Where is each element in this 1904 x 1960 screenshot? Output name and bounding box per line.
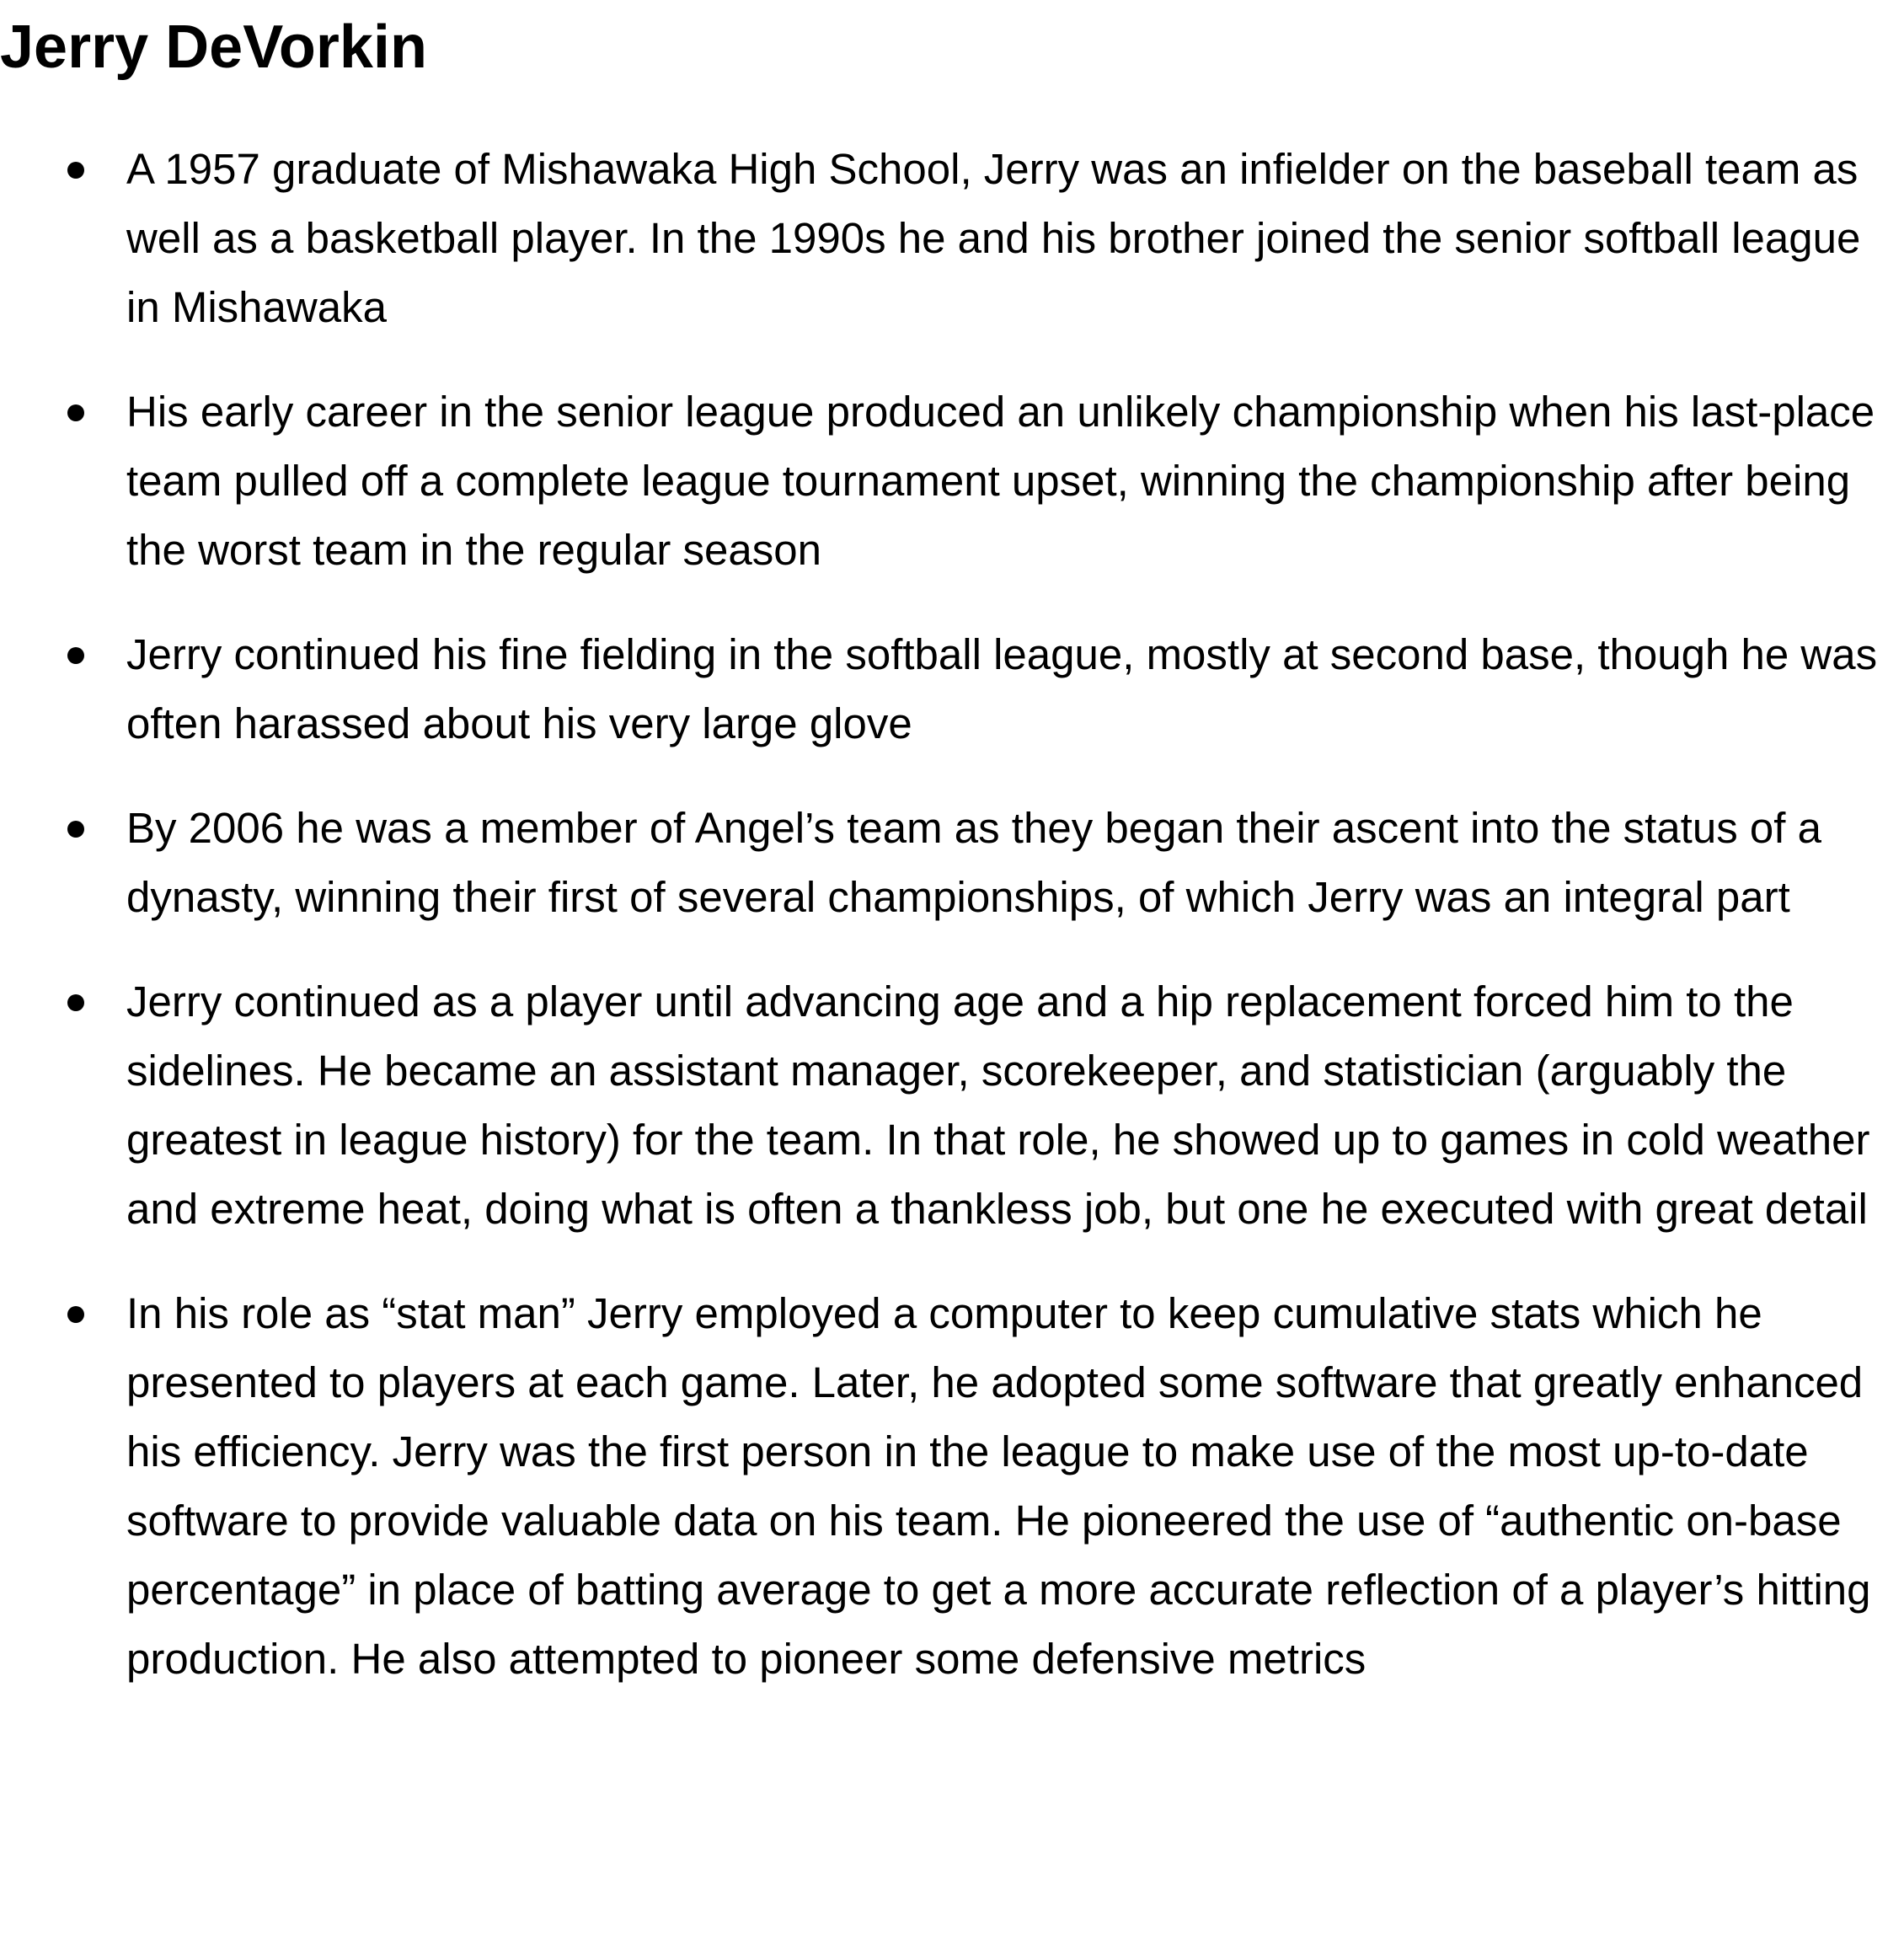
bullet-text: His early career in the senior league produced an unlikely championship when his last-place team pulled off a complete league tournament upset, winning the championship after being the worst team in the regular season — [126, 388, 1875, 574]
bullet-icon — [67, 404, 84, 421]
list-item — [0, 1279, 1904, 1694]
list-item — [0, 378, 1904, 585]
bullet-text: In his role as “stat man” Jerry employed a computer to keep cumulative stats which he presented to players at each game. Later, he adopted some software that greatly enhanced his efficiency. Jerry was the first person in the league to make use of the most up-to-date software to provide valuable data on his team. He pioneered the use of “authentic on-base percentage” in place of batting average to get a more accurate reflection of a player’s hitting production. He also attempted to pioneer some defensive metrics — [126, 1289, 1871, 1683]
list-item — [0, 967, 1904, 1244]
page-title: Jerry DeVorkin — [0, 13, 427, 81]
list-item — [0, 620, 1904, 758]
bullet-text: By 2006 he was a member of Angel’s team as they began their ascent into the status of a dynasty, winning their first of several championships, of which Jerry was an integral part — [126, 804, 1821, 921]
bullet-icon — [67, 647, 84, 664]
list-item — [0, 135, 1904, 342]
bullet-text: Jerry continued as a player until advancing age and a hip replacement forced him to the sidelines. He became an assistant manager, scorekeeper, and statistician (arguably the greatest in league history) for the team. In that role, he showed up to games in cold weather and extreme heat, doing what is often a thankless job, but one he executed with great detail — [126, 977, 1870, 1233]
bullet-list — [0, 135, 1904, 1729]
bullet-text: Jerry continued his fine fielding in the softball league, mostly at second base, though he was often harassed about his very large glove — [126, 630, 1878, 747]
bullet-text: A 1957 graduate of Mishawaka High School, Jerry was an infielder on the baseball team as well as a basketball player. In the 1990s he and his brother joined the senior softball league in Mishawaka — [126, 145, 1861, 331]
bullet-icon — [67, 821, 84, 838]
bullet-icon — [67, 994, 84, 1011]
bullet-icon — [67, 1306, 84, 1323]
bullet-icon — [67, 162, 84, 179]
list-item — [0, 794, 1904, 932]
